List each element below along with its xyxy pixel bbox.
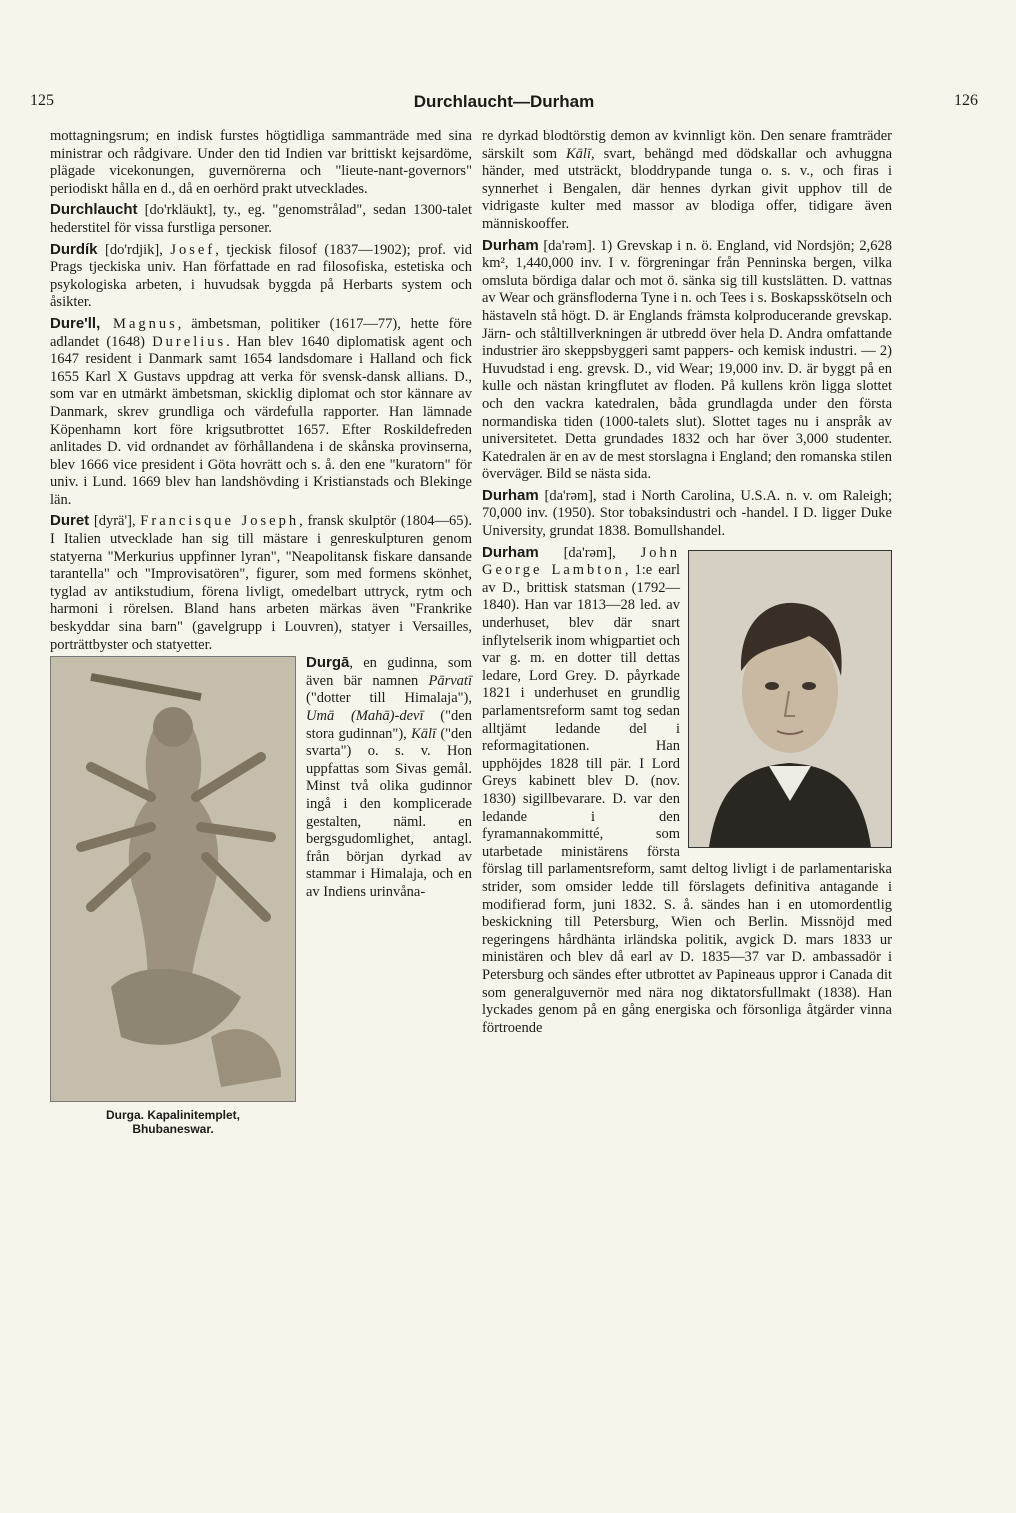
headword: Durham — [482, 543, 539, 561]
entry-durdik: Durdík [do'rdjik], Josef, tjeckisk filosof (1837—1902); prof. vid Prags tjeckiska univ. Han författade en rad filosofiska, estetiska och psykologiska arbeten, i huvudsak byggda på Herbarts system och åsikter. — [50, 240, 472, 311]
page-header — [30, 92, 978, 118]
durga-figure — [50, 656, 296, 1136]
page-number-left: 125 — [30, 92, 54, 109]
right-column — [482, 128, 892, 1037]
entry-continuation: mottagningsrum; en indisk furstes högtidliga sammanträde med sina ministrar och rådgivare. Under den tid Indien var brittiskt kejsardöme, plägade vicekonungen, guvernörerna och "lieute-nant-governors" periodiskt hålla en d., då en oerhörd prakt utvecklades. — [50, 128, 472, 197]
left-column — [50, 128, 472, 1138]
entry-durham-county: Durham [da'rəm]. 1) Grevskap i n. ö. England, vid Nordsjön; 2,628 km², 1,440,000 inv. I v. förgreningar från Penninska bergen, vilka omsluta bördiga dalar och mot ö. sänka sig till kustslätten. D. vattnas av Wear och gränsfloderna Tyne i n. och Tees i s. Boskapsskötseln och hästaveln stå högt. D. är Englands främsta kolproducerande grevskap. Järn- och ståltillverkningen är utbredd över hela D. Andra omfattande industrier äro skeppsbyggeri samt pappers- och kemisk industri. — 2) Huvudstad i eng. grevsk. D., vid Wear; 19,000 inv. D. är byggt på en kulle och nästan kringflutet av floden. På kullens krön ligga slottet och den vackra katedralen, båda grundlagda under den första normandiska tiden (1000-talets slut). Slottet tages nu i anspråk av universitetet. Detta grundades 1832 och har över 3,000 studenter. Katedralen är en av de mest storslagna i England; den romanska stilen överväger. Bild se nästa sida. — [482, 236, 892, 483]
entry-durham-earl: Durham [da'rəm], John George Lambton, 1:e earl av D., brittisk statsman (1792—1840). Han var 1813—28 led. av underhuset, blev där snart inflytelserik inom whigpartiet och var g. m. en dotter till dettas ledare, Lord Grey. D. påyrkade 1821 i underhuset en grundlig parlamentsreform samt tog sedan alltjämt ledande del i reformagitationen. Han upphöjdes 1828 till pär. I Lord Greys kabinett blev D. (nov. 1830) sigillbevarare. D. var den ledande i den fyramannakommitté, som utarbetade ministärens första förslag till parlamentsreform, samt deltog livligt i de parlamentariska strider, som omsider ledde till förslagets definitiva antagande i modifierad form, juni 1832. S. å. sändes han i en utomordentlig beskickning till Petersburg, Wien och Berlin. Missnöjd med regeringens hårdhänta irländska politik, avgick D. mars 1833 ur ministären och blev då earl av D. 1835—37 var D. ambassadör i Petersburg och sändes efter utbrottet av Papineaus uppror i Canada dit som generalguvernör med nära nog diktatorsfullmakt (1838). Han lyckades genom på en gång energiska och försonliga åtgärder vinna förtroende — [482, 543, 892, 1036]
portrait-image — [688, 550, 892, 848]
headword: Durdík — [50, 240, 98, 258]
figure-caption: Durga. Kapalinitemplet, Bhubaneswar. — [105, 1108, 241, 1137]
entry-durchlaucht: Durchlaucht [do'rkläukt], ty., eg. "genomstrålad", sedan 1300-talet hederstitel för vissa furstliga personer. — [50, 201, 472, 236]
running-title: Durchlaucht—Durham — [413, 92, 595, 111]
headword: Dure'll, — [50, 314, 101, 332]
headword: Durham — [482, 236, 539, 254]
entry-durell: Dure'll, Magnus, ämbetsman, politiker (1617—77), hette före adlandet (1648) Durelius. Han blev 1640 diplomatisk agent och 1647 resident i Danmark samt 1654 landsdomare i Halland och fick 1655 Karl X Gustavs uppdrag att verka för svensk-dansk allians. D., som var en utmärkt ämbetsman, skicklig diplomat och stor kännare av Danmark, skrev grundliga och värdefulla rapporter. Han lämnade Köpenhamn kort före krigsutbrottet 1657. Efter Roskildefreden anlitades D. vid ordnandet av förhållandena i de skånska provinserna, blev 1666 vice president i Göta hovrätt och s. å. den ene "kuratorn" för univ. i Lund. 1669 blev han landshövding i Kristianstads och Blekinge län. — [50, 314, 472, 508]
entry-duret: Duret [dyrä'], Francisque Joseph, fransk skulptör (1804—65). I Italien utvecklade han sig till mästare i genreskulpturen genom statyerna "Merkurius uppfinner lyran", "Neapolitansk fiskare dansande tarantella" och "Improvisatören", figurer, som med formens skönhet, tyglad av antikstudium, förena livligt, omedelbart uttryck, rytm och harmoni i rörelsen. Bland hans arbeten märkas även "Frankrike beskyddar sina barn" (gavelgrupp i Louvren), statyer i Versailles, porträttbyster och statyetter. — [50, 512, 472, 653]
headword: Duret — [50, 512, 90, 530]
entry-continuation: re dyrkad blodtörstig demon av kvinnligt kön. Den senare framträder särskilt som Kālī, svart, behängd med dödskallar och avhuggna händer, med utsträckt, bloddrypande tunga o. s. v., och firas i synnerhet i Bengalen, där hennes dyrkan givit upphov till de vidrigaste kulter med massor av blodiga offer, tidigare även människooffer. — [482, 128, 893, 232]
headword: Durgā — [306, 654, 350, 672]
entry-durga: Durgā, en gudinna, som även bär namnen Pārvatī ("dotter till Himalaja"), Umā (Mahā)-devī ("den stora gudinnan"), Kālī ("den svarta") o. s. v. Hon uppfattas som Sivas gemål. Minst två olika gudinnor ingå i den komplicerade gestalten, näml. en bergsgudomlighet, antagl. från början dyrkad av stammar i Himalaja, och en av Indiens urinvåna- — [306, 654, 472, 900]
page-number-right: 126 — [954, 92, 978, 109]
durga-sculpture-image — [50, 656, 296, 1102]
entry-durham-nc: Durham [da'rəm], stad i North Carolina, U.S.A. n. v. om Raleigh; 70,000 inv. (1950). Stor tobaksindustri och -handel. I D. ligger Duke University, grundat 1838. Bomullshandel. — [482, 486, 892, 540]
headword: Durham — [482, 486, 539, 504]
headword: Durchlaucht — [50, 201, 138, 219]
